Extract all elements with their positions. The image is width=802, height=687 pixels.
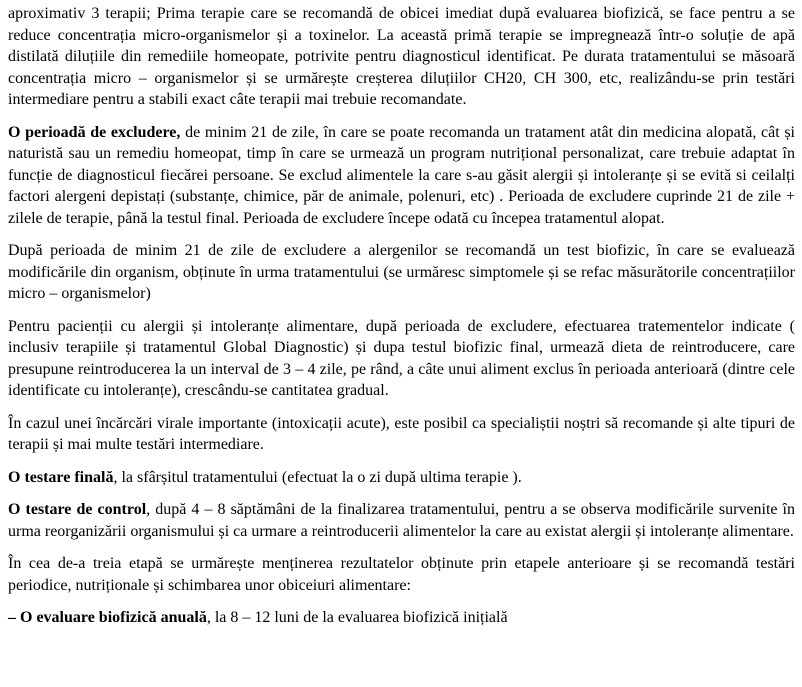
paragraph-reintroduction-diet-text: Pentru pacienții cu alergii și intoleranțe alimentare, după perioada de excludere, efectuarea tratementelor indicate ( inclusiv terapiile și tratamentul Global Diagnostic) și dupa testul biofizic final, urmează dieta de reintroducere, care presupune reintroducerea la un interval de 3 – 4 zile, pe rând, a câte unui aliment exclus în perioada anterioară (dintre cele identificate cu intoleranțe), crescându-se cantitatea gradual.	[8, 317, 795, 399]
paragraph-control-test-lead: O testare de control	[8, 501, 147, 518]
paragraph-final-test-lead: O testare finală	[8, 468, 114, 486]
paragraph-annual-evaluation	[8, 607, 795, 629]
paragraph-reintroduction-diet	[8, 316, 795, 402]
paragraph-final-test	[8, 467, 795, 489]
paragraph-control-test	[8, 499, 795, 542]
paragraph-biophysical-test-text: După perioada de minim 21 de zile de excludere a alergenilor se recomandă un test biofizic, în care se evaluează modificările din organism, obținute în urma tratamentului (se urmăresc simptomele și se refac măsurătorile concentrațiilor micro – organismelor)	[8, 242, 795, 302]
paragraph-final-test-text: , la sfârșitul tratamentului (efectuat la o zi după ultima terapie ).	[113, 468, 522, 486]
paragraph-therapy-intro-text: aproximativ 3 terapii; Prima terapie care se recomandă de obicei imediat după evaluarea biofizică, se face pentru a se reduce concentrația micro-organismelor și a toxinelor. La această primă terapie se impregnează într-o soluție de apă distilată diluțiile din remediile homeopate, potrivite pentru diagnosticul identificat. Pe durata tratamentului se măsoară concentrația micro – organismelor și se urmărește creșterea diluțiilor CH20, CH 300, etc, realizându-se prin testări intermediare pentru a stabili exact câte terapii mai trebuie recomandate.	[8, 5, 795, 108]
paragraph-exclusion-period-text: de minim 21 de zile, în care se poate recomanda un tratament atât din medicina alopată, cât și naturistă sau un remediu homeopat, timp în care se urmează un program nutrițional personalizat, care trebuie adaptat în funcție de diagnosticul fiecărei persoane. Se exclud alimentele la care s-au găsit alergii și intoleranțe și se evită si ceilalți factori alergeni depistați (substanțe, chimice, păr de animale, polenuri, etc) . Perioada de excludere cuprinde 21 de zile + zilele de terapie, până la testul final. Perioada de excludere începe odată cu începea tratamentul alopat.	[8, 123, 795, 227]
paragraph-biophysical-test	[8, 240, 795, 305]
paragraph-annual-evaluation-text: , la 8 – 12 luni de la evaluarea biofizică inițială	[206, 609, 508, 626]
paragraph-exclusion-period	[8, 122, 795, 230]
paragraph-therapy-intro	[8, 3, 795, 111]
paragraph-third-stage-text: În cea de-a treia etapă se urmărește menținerea rezultatelor obținute prin etapele anterioare și se recomandă testări periodice, nutriționale și schimbarea unor obiceiuri alimentare:	[8, 555, 795, 594]
paragraph-exclusion-period-lead: O perioadă de excludere,	[8, 123, 181, 141]
paragraph-viral-load	[8, 413, 795, 456]
paragraph-viral-load-text: În cazul unei încărcări virale importante (intoxicații acute), este posibil ca specialiștii noștri să recomande și alte tipuri de terapii și mai multe testări intermediare.	[8, 414, 795, 453]
paragraph-annual-evaluation-lead: – O evaluare biofizică anuală	[8, 609, 207, 626]
paragraph-third-stage	[8, 553, 795, 596]
paragraph-control-test-text: , după 4 – 8 săptămâni de la finalizarea tratamentului, pentru a se observa modificările survenite în urma reorganizării organismului și ca urmare a reintroducerii alimentelor la care au existat alergii și intoleranțe alimentare.	[8, 501, 795, 540]
